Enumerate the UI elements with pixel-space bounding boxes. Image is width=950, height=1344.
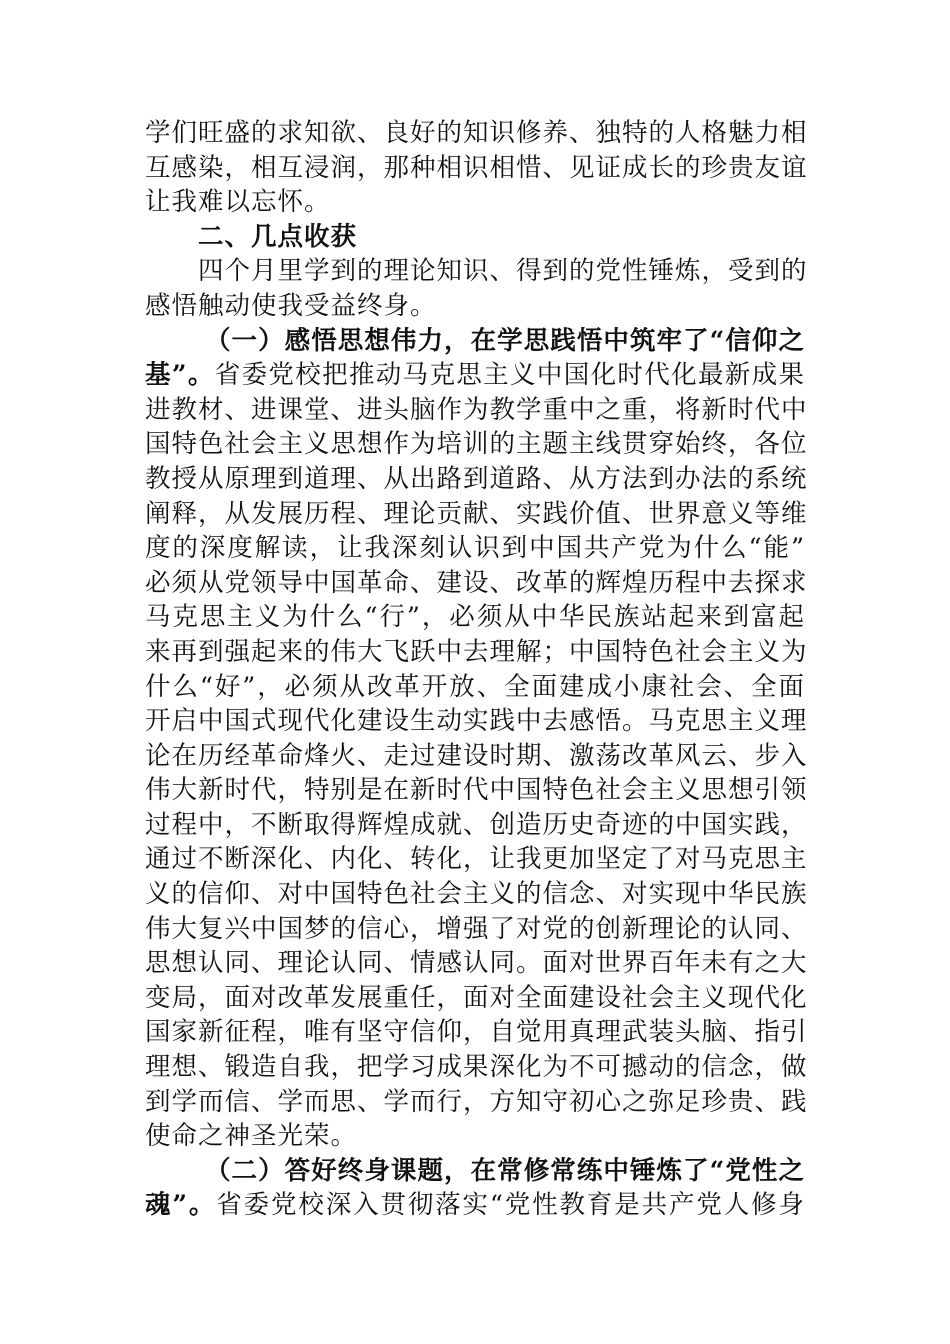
body-line: 国家新征程，唯有坚守信仰，自觉用真理武装头脑、指引 <box>145 1017 808 1048</box>
subheading-tail: 基”。 <box>145 360 215 391</box>
body-line: 互感染，相互浸润，那种相识相惜、见证成长的珍贵友谊 <box>145 152 808 183</box>
body-line: 通过不断深化、内化、转化，让我更加坚定了对马克思主 <box>145 844 808 875</box>
body-line: 过程中，不断取得辉煌成就、创造历史奇迹的中国实践， <box>145 809 808 840</box>
body-line: 伟大复兴中国梦的信心，增强了对党的创新理论的认同、 <box>145 913 808 944</box>
body-line: 四个月里学到的理论知识、得到的党性锤炼，受到的 <box>198 256 808 287</box>
body-line: 思想认同、理论认同、情感认同。面对世界百年未有之大 <box>145 948 808 979</box>
body-line: 学们旺盛的求知欲、良好的知识修养、独特的人格魅力相 <box>145 118 808 148</box>
body-line: 到学而信、学而思、学而行，方知守初心之弥足珍贵、践 <box>145 1086 808 1117</box>
body-line: 变局，面对改革发展重任，面对全面建设社会主义现代化 <box>145 982 808 1013</box>
body-line: 进教材、进课堂、进头脑作为教学重中之重，将新时代中 <box>145 394 808 425</box>
body-line: 必须从党领导中国革命、建设、改革的辉煌历程中去探求 <box>145 567 808 598</box>
body-line: 马克思主义为什么“行”，必须从中华民族站起来到富起 <box>145 602 805 633</box>
body-line: 度的深度解读，让我深刻认识到中国共产党为什么“能” <box>145 533 805 564</box>
subheading-tail: 魂”。 <box>145 1190 217 1221</box>
body-line: 教授从原理到道理、从出路到道路、从方法到办法的系统 <box>145 463 808 494</box>
subheading-line: （一）感悟思想伟力，在学思践悟中筑牢了“信仰之 <box>205 325 805 356</box>
body-line <box>145 1188 805 1223</box>
body-line: 义的信仰、对中国特色社会主义的信念、对实现中华民族 <box>145 879 808 910</box>
body-line: 让我难以忘怀。 <box>145 187 331 218</box>
body-line: 使命之神圣光荣。 <box>145 1121 358 1152</box>
section-heading: 二、几点收获 <box>198 221 358 252</box>
body-line: 什么“好”，必须从改革开放、全面建成小康社会、全面 <box>145 671 805 702</box>
body-line: 阐释，从发展历程、理论贡献、实践价值、世界意义等维 <box>145 498 808 529</box>
body-line: 伟大新时代，特别是在新时代中国特色社会主义思想引领 <box>145 775 808 806</box>
body-text: 省委党校把推动马克思主义中国化时代化最新成果 <box>214 360 805 391</box>
body-line: 来再到强起来的伟大飞跃中去理解；中国特色社会主义为 <box>145 636 808 667</box>
body-text: 省委党校深入贯彻落实“党性教育是共产党人修身 <box>216 1190 805 1221</box>
body-line: 感悟触动使我受益终身。 <box>145 290 437 321</box>
body-line: 理想、锻造自我，把学习成果深化为不可撼动的信念，做 <box>145 1052 808 1083</box>
body-line: 国特色社会主义思想作为培训的主题主线贯穿始终，各位 <box>145 429 808 460</box>
body-line <box>145 358 805 393</box>
body-line: 论在历经革命烽火、走过建设时期、激荡改革风云、步入 <box>145 740 808 771</box>
body-line: 开启中国式现代化建设生动实践中去感悟。马克思主义理 <box>145 706 808 737</box>
subheading-line: （二）答好终身课题，在常修常练中锤炼了“党性之 <box>205 1155 805 1186</box>
